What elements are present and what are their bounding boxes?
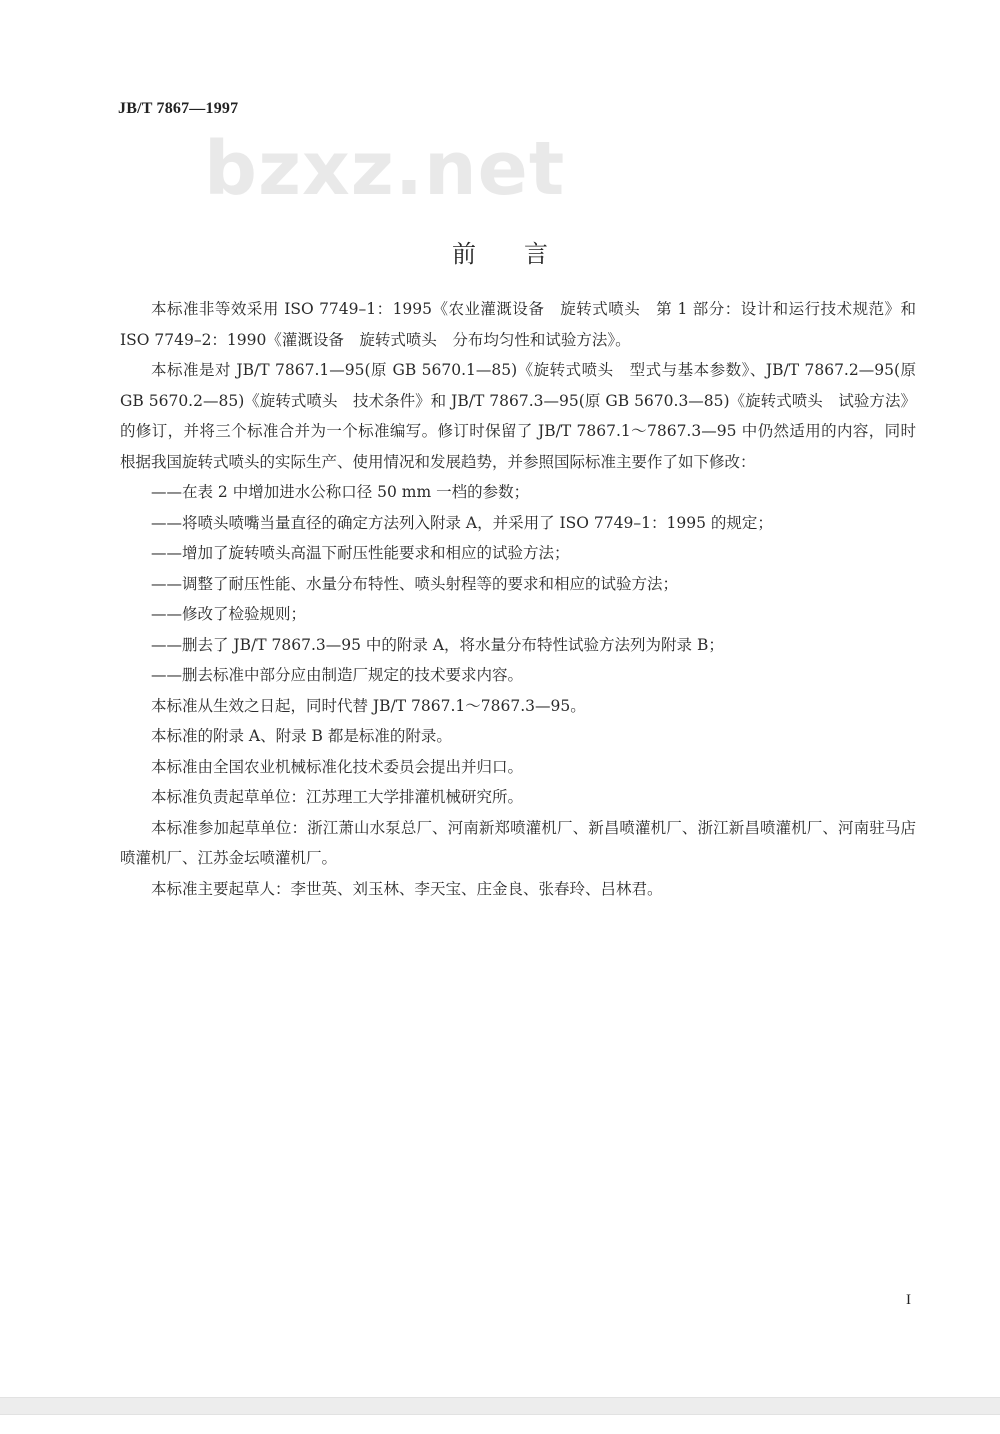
paragraph-replacement: 本标准从生效之日起，同时代替 JB/T 7867.1～7867.3—95。 [151, 696, 586, 715]
paragraph-participants: 本标准参加起草单位：浙江萧山水泵总厂、河南新郑喷灌机厂、新昌喷灌机厂、浙江新昌喷灌机厂、河南驻马店喷灌机厂、江苏金坛喷灌机厂。 [120, 818, 916, 867]
list-item-change: ——增加了旋转喷头高温下耐压性能要求和相应的试验方法； [151, 544, 570, 562]
paragraph-appendices: 本标准的附录 A、附录 B 都是标准的附录。 [151, 727, 452, 745]
page-number: I [906, 1292, 911, 1308]
list-item-change: ——调整了耐压性能、水量分布特性、喷头射程等的要求和相应的试验方法； [151, 574, 679, 593]
paragraph-drafters: 本标准主要起草人：李世英、刘玉林、李天宝、庄金良、张春玲、吕林君。 [151, 879, 663, 898]
document-code: JB/T 7867—1997 [118, 100, 239, 117]
list-item-change: ——删去了 JB/T 7867.3—95 中的附录 A，将水量分布特性试验方法列为附录 B； [151, 635, 724, 654]
paragraph-proposer: 本标准由全国农业机械标准化技术委员会提出并归口。 [151, 757, 524, 776]
list-item-change: ——将喷头喷嘴当量直径的确定方法列入附录 A，并采用了 ISO 7749–1：1995 的规定； [151, 513, 773, 532]
list-item-change: ——删去标准中部分应由制造厂规定的技术要求内容。 [151, 666, 524, 684]
paragraph-revision: 本标准是对 JB/T 7867.1—95(原 GB 5670.1—85)《旋转式喷头 型式与基本参数》、JB/T 7867.2—95(原 GB 5670.2—85)《旋转式喷头 技术条件》和 JB/T 7867.3—95(原 GB 5670.3—85)《旋转式喷头 试验方法》的修订，并将三个标准合并为一个标准编写。修订时保留了 JB/T 7867.1～7867.3—95 中仍然适用的内容，同时根据我国旋转式喷头的实际生产、使用情况和发展趋势，并参照国际标准主要作了如下修改： [120, 361, 916, 471]
page-title: 前言 [452, 240, 596, 268]
watermark: bzxz.net [204, 126, 566, 212]
list-item-change: ——在表 2 中增加进水公称口径 50 mm 一档的参数； [151, 483, 530, 501]
foreword-body [120, 294, 916, 904]
bottom-scroll-strip [0, 1397, 1000, 1415]
paragraph-lead-drafter: 本标准负责起草单位：江苏理工大学排灌机械研究所。 [151, 788, 524, 806]
list-item-change: ——修改了检验规则； [151, 605, 307, 623]
paragraph-adoption: 本标准非等效采用 ISO 7749–1：1995《农业灌溉设备 旋转式喷头 第 1 部分：设计和运行技术规范》和 ISO 7749–2：1990《灌溉设备 旋转式喷头 分布均匀性和试验方法》。 [120, 300, 916, 349]
